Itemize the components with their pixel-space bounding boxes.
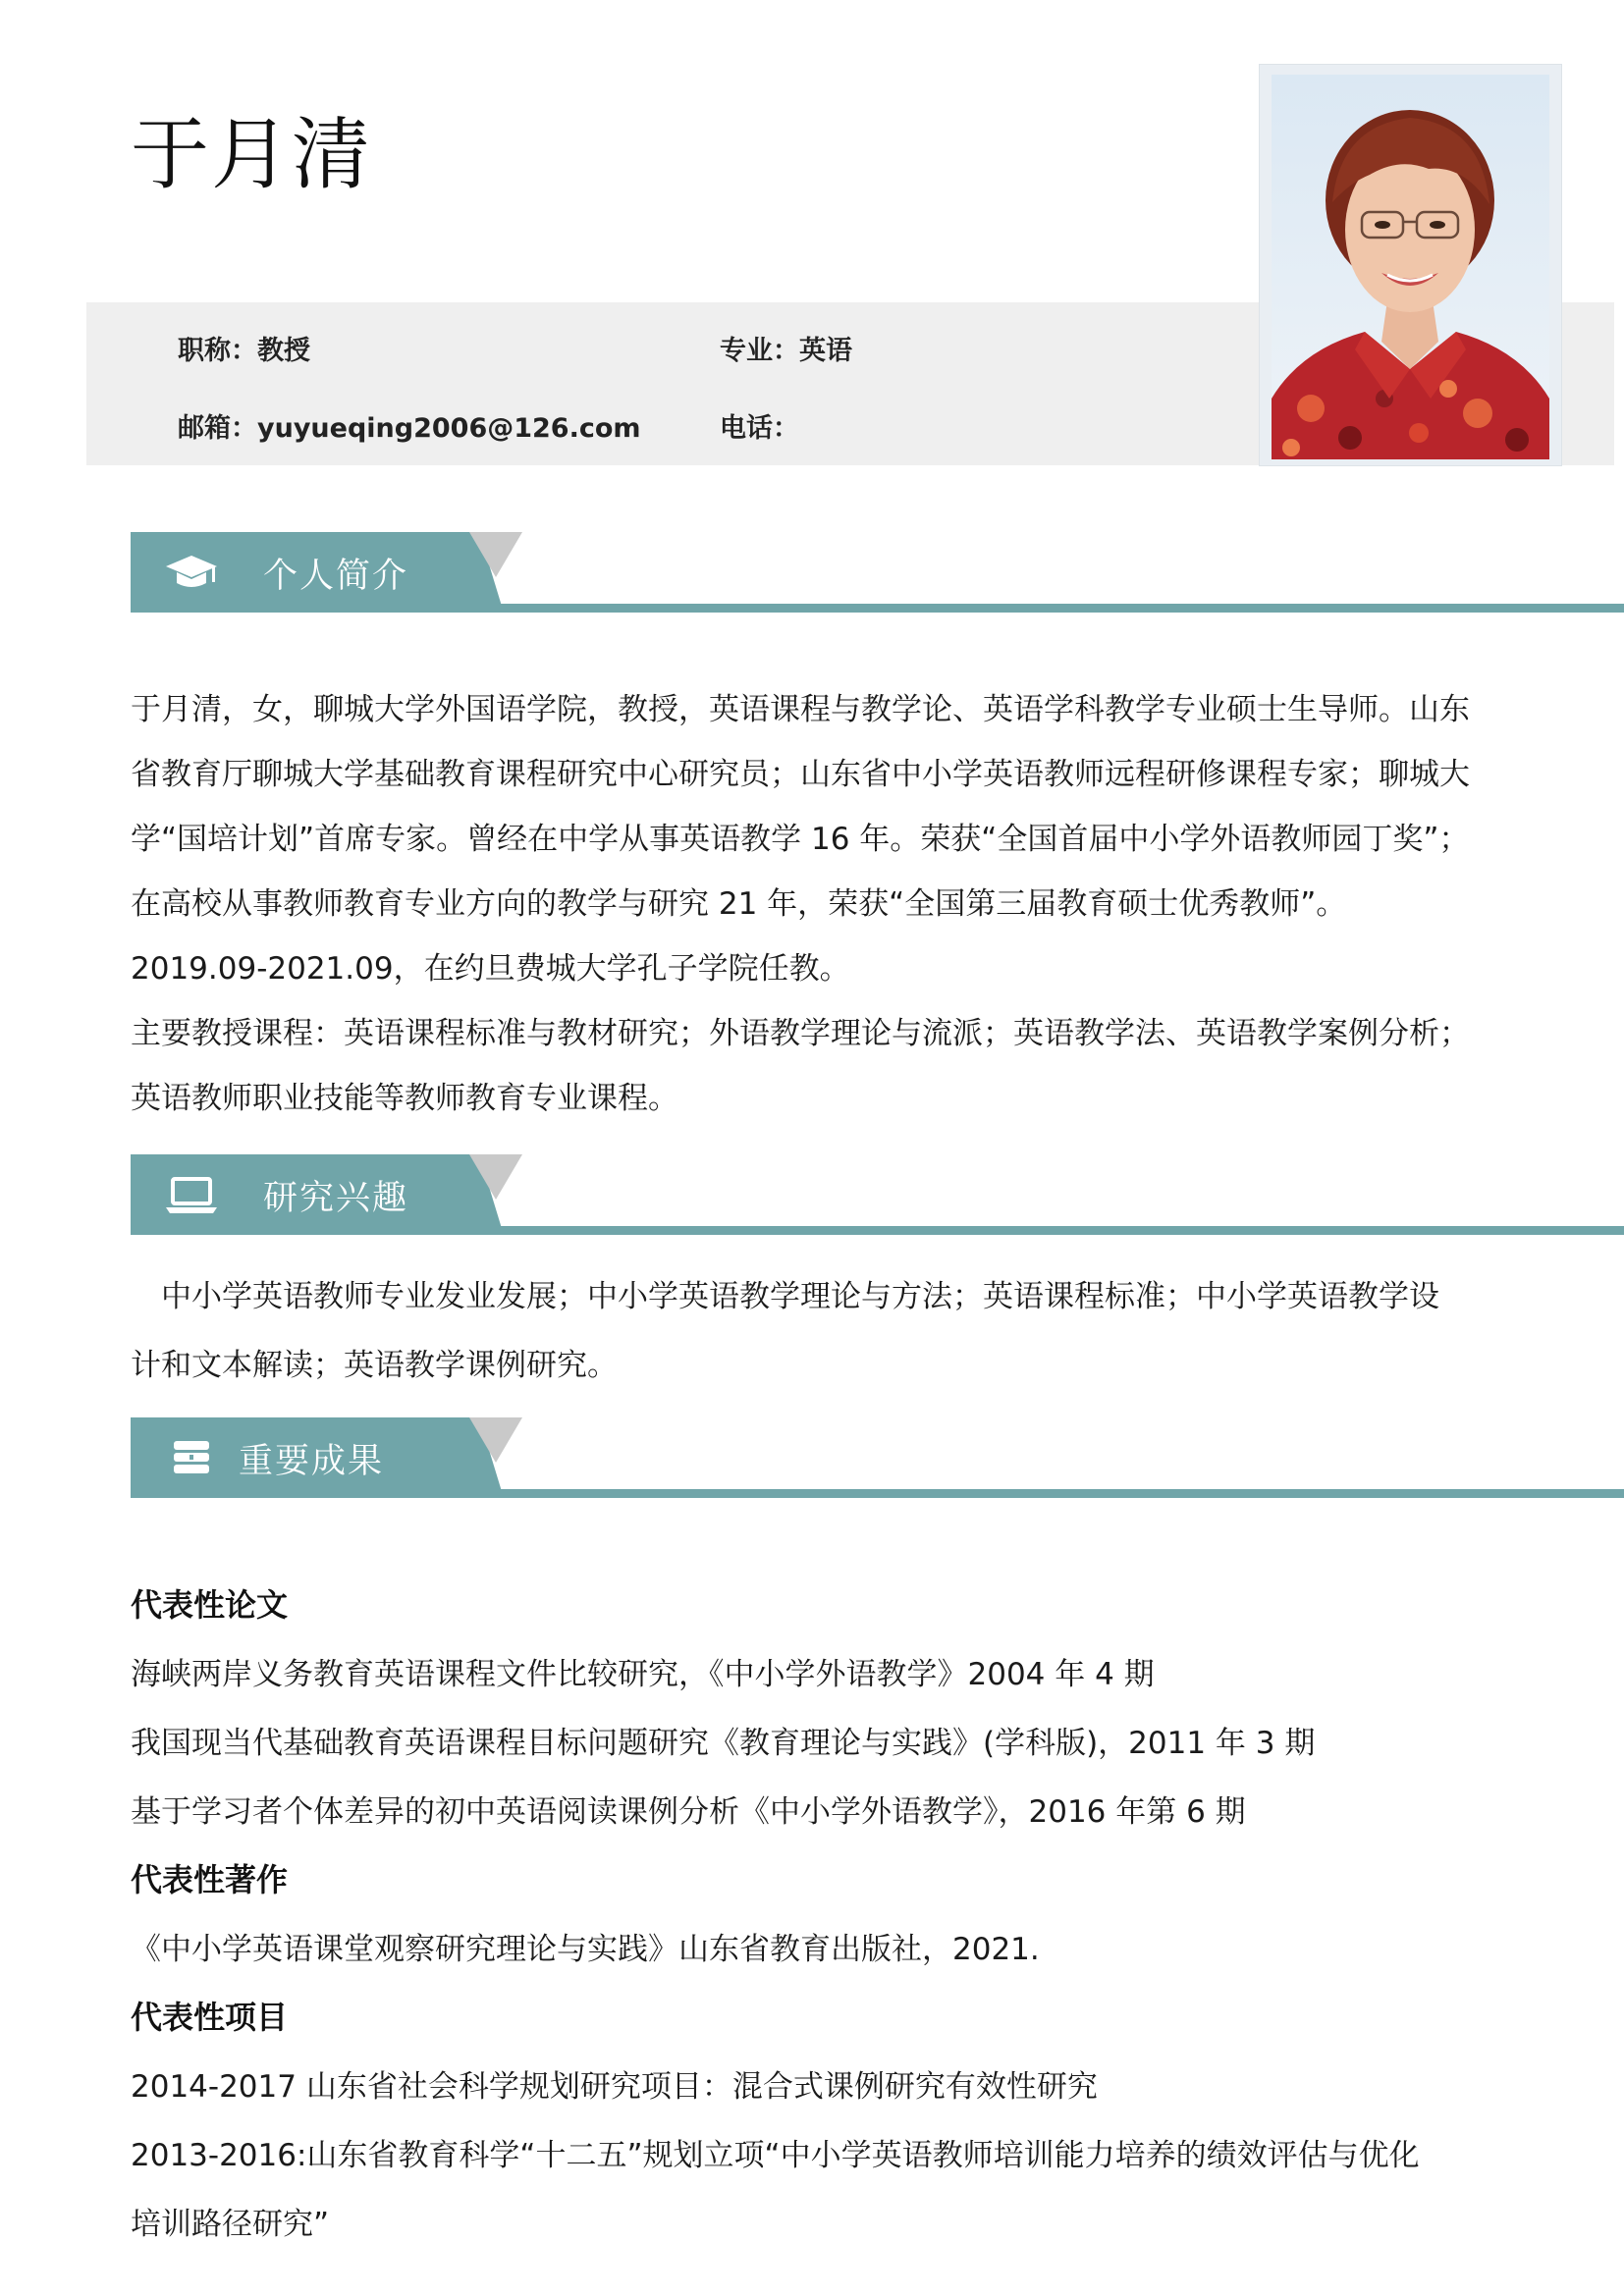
section-triangle	[469, 1417, 522, 1463]
major-label: 专业	[720, 336, 773, 366]
profile-photo-frame	[1260, 65, 1561, 465]
person-name: 于月清	[131, 109, 372, 200]
phone-field	[720, 406, 799, 445]
intro-body	[131, 677, 1574, 1131]
project-item: 2013-2016:山东省教育科学“十二五”规划立项“中小学英语教师培训能力培养的绩效评估与优化	[131, 2138, 1420, 2173]
phone-separator: ：	[773, 413, 799, 444]
books-heading: 代表性著作	[131, 1861, 289, 1898]
papers-heading: 代表性论文	[131, 1586, 289, 1624]
section-triangle	[469, 1154, 522, 1200]
email-label: 邮箱	[178, 413, 231, 444]
projects-heading: 代表性项目	[131, 1999, 289, 2036]
stack-icon	[164, 1437, 219, 1478]
research-line: 计和文本解读；英语教学课例研究。	[131, 1348, 618, 1383]
title-field	[178, 329, 310, 367]
profile-photo	[1272, 75, 1549, 459]
research-body	[131, 1262, 1574, 1400]
phone-label: 电话	[720, 413, 773, 444]
email-value: yuyueqing2006@126.com	[257, 413, 641, 444]
title-value: 教授	[257, 336, 310, 366]
major-separator: ：	[773, 336, 799, 366]
section-rule	[494, 604, 1624, 613]
laptop-icon	[164, 1174, 219, 1215]
intro-line: 省教育厅聊城大学基础教育课程研究中心研究员；山东省中小学英语教师远程研修课程专家；聊城大	[131, 757, 1470, 792]
major-value: 英语	[799, 336, 852, 366]
intro-line: 于月清，女，聊城大学外国语学院，教授，英语课程与教学论、英语学科教学专业硕士生导师。山东	[131, 692, 1470, 727]
section-title-achievements: 重要成果	[239, 1442, 385, 1481]
title-separator: ：	[231, 336, 257, 366]
section-header-research	[131, 1154, 1624, 1235]
email-field	[178, 406, 641, 445]
paper-item: 我国现当代基础教育英语课程目标问题研究《教育理论与实践》(学科版)，2011 年 3 期	[131, 1726, 1316, 1761]
intro-line: 英语教师职业技能等教师教育专业课程。	[131, 1081, 678, 1116]
book-item: 《中小学英语课堂观察研究理论与实践》山东省教育出版社，2021.	[131, 1932, 1040, 1967]
research-line: 中小学英语教师专业发业发展；中小学英语教学理论与方法；英语课程标准；中小学英语教学设	[131, 1279, 1439, 1314]
section-title-intro: 个人简介	[263, 557, 409, 596]
title-label: 职称	[178, 336, 231, 366]
intro-line: 学“国培计划”首席专家。曾经在中学从事英语教学 16 年。荣获“全国首届中小学外语教师园丁奖”；	[131, 822, 1470, 857]
section-rule	[494, 1489, 1624, 1498]
section-header-intro	[131, 532, 1624, 613]
section-rule	[494, 1226, 1624, 1235]
paper-item: 基于学习者个体差异的初中英语阅读课例分析《中小学外语教学》，2016 年第 6 期	[131, 1794, 1246, 1830]
section-header-achievements	[131, 1417, 1624, 1498]
section-triangle	[469, 532, 522, 577]
project-item: 培训路径研究”	[131, 2207, 330, 2242]
graduation-cap-icon	[164, 552, 219, 593]
intro-line: 主要教授课程：英语课程标准与教材研究；外语教学理论与流派；英语教学法、英语教学案例分析；	[131, 1016, 1470, 1051]
major-field	[720, 329, 852, 367]
paper-item: 海峡两岸义务教育英语课程文件比较研究，《中小学外语教学》2004 年 4 期	[131, 1657, 1155, 1692]
project-item: 2014-2017 山东省社会科学规划研究项目：混合式课例研究有效性研究	[131, 2069, 1098, 2105]
intro-line: 在高校从事教师教育专业方向的教学与研究 21 年，荣获“全国第三届教育硕士优秀教师”。	[131, 886, 1347, 922]
intro-line: 2019.09-2021.09，在约旦费城大学孔子学院任教。	[131, 951, 850, 987]
email-separator: ：	[231, 413, 257, 444]
section-title-research: 研究兴趣	[263, 1179, 409, 1218]
